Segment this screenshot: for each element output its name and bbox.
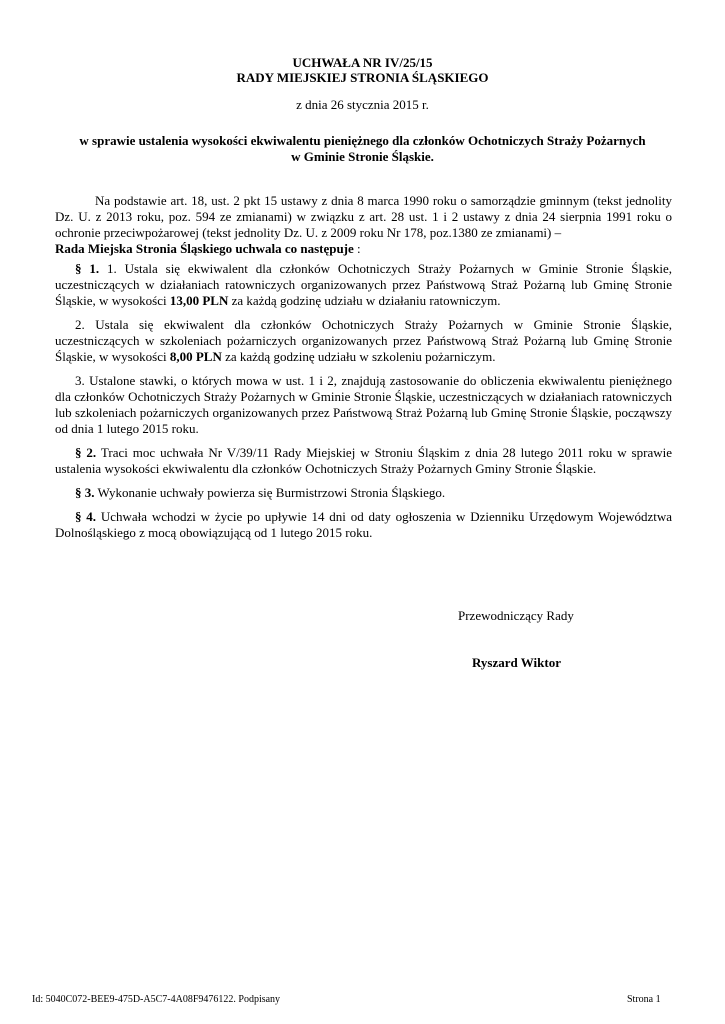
section-2 bbox=[55, 445, 672, 477]
title-line-2: RADY MIEJSKIEJ STRONIA ŚLĄSKIEGO bbox=[236, 70, 489, 85]
preamble-end: : bbox=[353, 241, 361, 256]
section-2-mark: § 2. bbox=[75, 445, 97, 460]
resolution-subject bbox=[60, 133, 665, 165]
resolution-date: z dnia 26 stycznia 2015 r. bbox=[296, 97, 429, 112]
section-4-text: Uchwała wchodzi w życie po upływie 14 dni od daty ogłoszenia w Dzienniku Urzędowym Województwa Dolnośląskiego z mocą obowiązującą od 1 lutego 2015 roku. bbox=[55, 509, 673, 540]
section-3 bbox=[55, 485, 672, 501]
section-1-paragraph-1 bbox=[55, 261, 672, 309]
signature-name: Ryszard Wiktor bbox=[472, 655, 561, 670]
section-3-text: Wykonanie uchwały powierza się Burmistrzowi Stronia Śląskiego. bbox=[94, 485, 446, 500]
resolution-body bbox=[55, 193, 672, 549]
subject-line-1: w sprawie ustalenia wysokości ekwiwalentu pieniężnego dla członków Ochotniczych Straży Pożarnych bbox=[79, 133, 646, 148]
section-1-text-b: za każdą godzinę udziału w działaniu ratowniczym. bbox=[228, 293, 501, 308]
resolution-title bbox=[60, 55, 665, 85]
page-number: Strona 1 bbox=[627, 994, 661, 1005]
section-3-mark: § 3. bbox=[75, 485, 95, 500]
subject-line-2: w Gminie Stronie Śląskie. bbox=[291, 149, 434, 164]
amount-training: 8,00 PLN bbox=[169, 349, 222, 364]
section-1-mark: § 1. bbox=[75, 261, 100, 276]
section-2-text: Traci moc uchwała Nr V/39/11 Rady Miejskiej w Stroniu Śląskim z dnia 28 lutego 2011 roku w sprawie ustalenia wysokości ekwiwalentu dla członków Ochotniczych Straży Pożarnych Gminy Stronie Śląskie. bbox=[55, 445, 672, 476]
section-4 bbox=[55, 509, 672, 541]
title-line-1: UCHWAŁA NR IV/25/15 bbox=[292, 55, 433, 70]
preamble bbox=[55, 193, 672, 257]
preamble-bold: Rada Miejska Stronia Śląskiego uchwala co następuje bbox=[55, 241, 354, 256]
document-id: Id: 5040C072-BEE9-475D-A5C7-4A08F9476122. Podpisany bbox=[32, 994, 281, 1005]
section-1-p2-text-b: za każdą godzinę udziału w szkoleniu pożarniczym. bbox=[221, 349, 496, 364]
section-1-paragraph-2 bbox=[55, 317, 672, 365]
amount-rescue: 13,00 PLN bbox=[169, 293, 229, 308]
section-1-p2-text-a: 2. Ustala się ekwiwalent dla członków Ochotniczych Straży Pożarnych w Gminie Stronie Śląskie, uczestniczących w szkoleniach pożarniczych organizowanych przez Państwową Straż Pożarną lub Gminę Stronie Śląskie, w wysokości bbox=[55, 317, 672, 364]
preamble-text: Na podstawie art. 18, ust. 2 pkt 15 ustawy z dnia 8 marca 1990 roku o samorządzie gminnym (tekst jednolity Dz. U. z 2013 roku, poz. 594 ze zmianami) w związku z art. 28 ust. 1 i 2 ustawy z dnia 24 sierpnia 1991 roku o ochronie przeciwpożarowej (tekst jednolity Dz. U. z 2009 roku Nr 178, poz.1380 ze zmianami) – bbox=[55, 193, 672, 240]
section-4-mark: § 4. bbox=[75, 509, 97, 524]
section-1-paragraph-3: 3. Ustalone stawki, o których mowa w ust. 1 i 2, znajdują zastosowanie do obliczenia ekwiwalentu pieniężnego dla członków Ochotniczych Straży Pożarnych w Gminie Stronie Śląskie, uczestniczących w działaniach ratowniczych lub szkoleniach pożarniczych organizowanych przez Państwową Straż Pożarną lub Gminę Stronie Śląskie, począwszy od dnia 1 lutego 2015 roku. bbox=[55, 373, 672, 436]
signature-role: Przewodniczący Rady bbox=[458, 608, 574, 623]
section-1-text-a: 1. Ustala się ekwiwalent dla członków Ochotniczych Straży Pożarnych w Gminie Stronie Śląskie, uczestniczących w działaniach ratowniczych organizowanych przez Państwową Straż Pożarną lub Gminę Stronie Śląskie, w wysokości bbox=[55, 261, 672, 308]
